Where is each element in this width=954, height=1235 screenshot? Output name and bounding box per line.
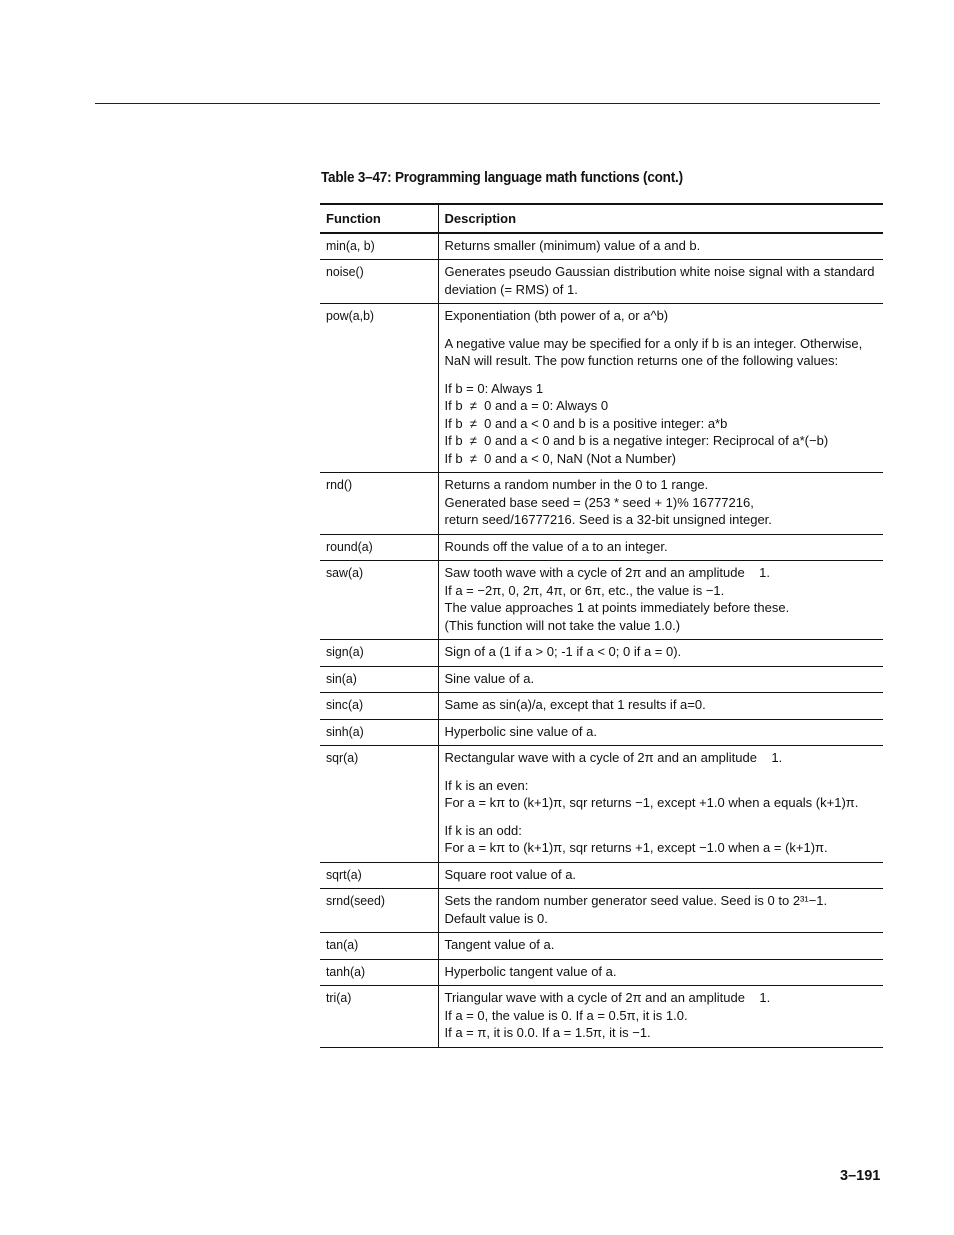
math-functions-table — [320, 203, 883, 1048]
description-cell — [438, 693, 883, 720]
function-name: sinc(a) — [326, 697, 364, 712]
table-header-row — [320, 204, 883, 233]
table-row — [320, 561, 883, 640]
function-name-cell — [320, 260, 438, 304]
description-paragraph — [445, 866, 878, 884]
function-name-cell — [320, 719, 438, 746]
description-paragraph — [445, 335, 878, 370]
function-name-cell — [320, 640, 438, 667]
description-cell — [438, 260, 883, 304]
header-rule — [95, 103, 880, 104]
function-name-cell — [320, 862, 438, 889]
description-line: Triangular wave with a cycle of 2π and an amplitude 1. — [444, 990, 771, 1005]
description-cell — [438, 304, 883, 473]
description-paragraph — [445, 380, 878, 468]
description-cell — [438, 473, 883, 535]
description-cell — [438, 561, 883, 640]
function-name: sin(a) — [326, 670, 357, 686]
function-name: srnd(seed) — [326, 893, 386, 908]
function-name-cell — [320, 933, 438, 960]
table-row — [320, 959, 883, 986]
table-row — [320, 304, 883, 473]
description-paragraph — [445, 538, 878, 556]
function-name-cell — [320, 304, 438, 473]
function-name: sqrt(a) — [326, 866, 362, 882]
description-line: Returns smaller (minimum) value of a and b. — [444, 237, 701, 253]
description-line: Rounds off the value of a to an integer. — [444, 538, 668, 554]
table-row — [320, 260, 883, 304]
function-name-cell — [320, 889, 438, 933]
description-cell — [438, 959, 883, 986]
description-line: If k is an even: — [444, 777, 529, 793]
description-paragraph — [445, 723, 878, 741]
description-line: Generates pseudo Gaussian distribution white noise signal with a standard deviation (= RMS) of 1. — [444, 264, 879, 297]
page-number: 3–191 — [840, 1168, 881, 1184]
description-paragraph — [445, 777, 878, 812]
description-paragraph — [445, 936, 878, 954]
function-name: pow(a,b) — [326, 308, 375, 323]
function-name-cell — [320, 534, 438, 561]
table-row — [320, 534, 883, 561]
function-name: sign(a) — [326, 644, 364, 659]
description-cell — [438, 746, 883, 863]
description-line: If b ≠ 0 and a = 0: Always 0 — [444, 398, 609, 413]
function-name-cell — [320, 561, 438, 640]
description-paragraph — [445, 643, 878, 661]
table-row — [320, 889, 883, 933]
description-line: If b ≠ 0 and a < 0 and b is a positive integer: a*b — [444, 415, 728, 431]
function-name: sinh(a) — [326, 723, 364, 739]
function-name: tan(a) — [326, 937, 359, 952]
function-name: saw(a) — [326, 565, 364, 580]
description-paragraph — [445, 476, 878, 529]
description-paragraph — [445, 989, 878, 1042]
description-line: A negative value may be specified for a only if b is an integer. Otherwise, NaN will result. The pow function returns one of the following values: — [444, 335, 866, 368]
description-paragraph — [445, 822, 878, 857]
description-cell — [438, 933, 883, 960]
description-line: Sign of a (1 if a > 0; -1 if a < 0; 0 if a = 0). — [444, 644, 682, 659]
function-name-cell — [320, 473, 438, 535]
function-name: rnd() — [326, 477, 353, 492]
table-row — [320, 986, 883, 1048]
table-row — [320, 473, 883, 535]
table-row — [320, 233, 883, 260]
description-line: Same as sin(a)/a, except that 1 results if a=0. — [444, 697, 706, 712]
description-cell — [438, 889, 883, 933]
description-line: If a = −2π, 0, 2π, 4π, or 6π, etc., the value is −1. — [444, 582, 725, 598]
description-paragraph — [445, 307, 878, 325]
function-name: round(a) — [326, 538, 373, 554]
description-paragraph — [445, 892, 878, 927]
description-line: For a = kπ to (k+1)π, sqr returns +1, except −1.0 when a = (k+1)π. — [444, 840, 828, 855]
description-line: If a = 0, the value is 0. If a = 0.5π, it is 1.0. — [444, 1007, 688, 1023]
description-line: Generated base seed = (253 * seed + 1)% 16777216, — [444, 494, 754, 510]
function-name: tanh(a) — [326, 963, 366, 979]
description-line: Default value is 0. — [444, 910, 548, 926]
description-cell — [438, 640, 883, 667]
description-paragraph — [445, 963, 878, 981]
description-cell — [438, 534, 883, 561]
description-cell — [438, 233, 883, 260]
description-cell — [438, 719, 883, 746]
description-paragraph — [445, 564, 878, 634]
description-cell — [438, 666, 883, 693]
function-name-cell — [320, 746, 438, 863]
function-name-cell — [320, 693, 438, 720]
description-paragraph — [445, 696, 878, 714]
description-paragraph — [445, 749, 878, 767]
description-paragraph — [445, 237, 878, 255]
description-line: Returns a random number in the 0 to 1 range. — [444, 477, 709, 492]
description-line: For a = kπ to (k+1)π, sqr returns −1, except +1.0 when a equals (k+1)π. — [444, 795, 859, 810]
description-line: Hyperbolic sine value of a. — [444, 723, 597, 739]
table-row — [320, 693, 883, 720]
function-name-cell — [320, 666, 438, 693]
function-name: min(a, b) — [326, 237, 375, 253]
description-line: Square root value of a. — [444, 866, 577, 882]
description-paragraph — [445, 263, 878, 298]
description-cell — [438, 986, 883, 1048]
description-line: Exponentiation (bth power of a, or a^b) — [444, 308, 669, 323]
description-line: Sine value of a. — [444, 670, 535, 686]
description-line: return seed/16777216. Seed is a 32-bit unsigned integer. — [444, 512, 772, 527]
description-line: If b ≠ 0 and a < 0, NaN (Not a Number) — [444, 450, 676, 466]
function-name: noise() — [326, 264, 364, 279]
description-line: Tangent value of a. — [444, 937, 555, 952]
function-name-cell — [320, 233, 438, 260]
column-header-function: Function — [320, 204, 438, 233]
description-line: If a = π, it is 0.0. If a = 1.5π, it is −1. — [444, 1025, 651, 1040]
description-line: If k is an odd: — [444, 822, 522, 838]
function-name: sqr(a) — [326, 750, 359, 765]
table-row — [320, 862, 883, 889]
table-caption: Table 3–47: Programming language math functions (cont.) — [321, 170, 683, 186]
description-line: Sets the random number generator seed value. Seed is 0 to 2³¹−1. — [444, 893, 828, 908]
table-row — [320, 746, 883, 863]
table-row — [320, 666, 883, 693]
function-name-cell — [320, 959, 438, 986]
table-row — [320, 719, 883, 746]
function-name-cell — [320, 986, 438, 1048]
column-header-description: Description — [438, 204, 883, 233]
description-line: If b ≠ 0 and a < 0 and b is a negative integer: Reciprocal of a*(−b) — [444, 433, 829, 448]
description-line: Hyperbolic tangent value of a. — [444, 963, 617, 979]
description-line: If b = 0: Always 1 — [444, 380, 544, 396]
table-row — [320, 640, 883, 667]
description-line: Rectangular wave with a cycle of 2π and an amplitude 1. — [444, 750, 783, 765]
description-line: (This function will not take the value 1.0.) — [444, 617, 681, 633]
description-line: Saw tooth wave with a cycle of 2π and an amplitude 1. — [444, 565, 770, 580]
function-name: tri(a) — [326, 990, 352, 1005]
description-paragraph — [445, 670, 878, 688]
table-row — [320, 933, 883, 960]
description-cell — [438, 862, 883, 889]
description-line: The value approaches 1 at points immediately before these. — [444, 600, 790, 615]
